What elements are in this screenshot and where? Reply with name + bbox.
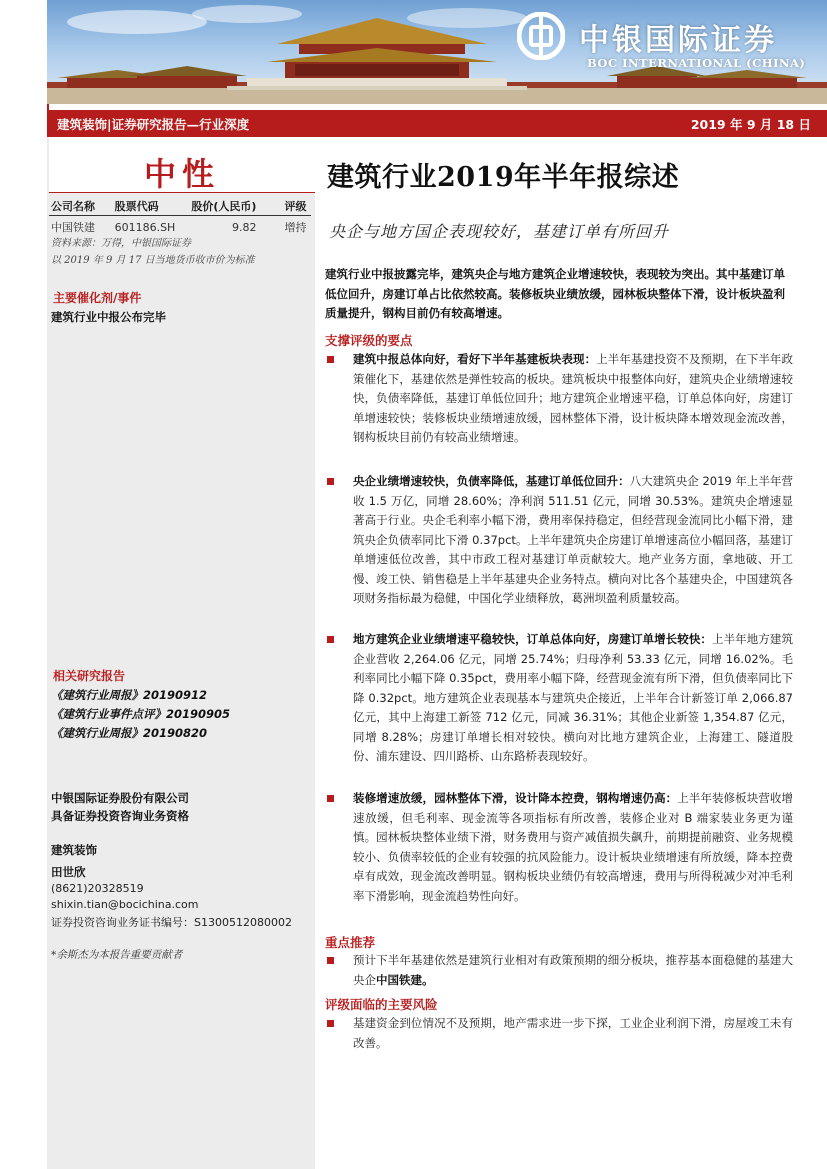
col-company: 公司名称: [49, 197, 101, 216]
analyst-name: 田世欣: [51, 865, 86, 879]
stock-table: [49, 197, 311, 236]
logo-english-name: BOC INTERNATIONAL (CHINA): [587, 56, 806, 70]
source-note: [51, 235, 255, 269]
source-note-line: 资料来源：万得，中银国际证券: [51, 238, 191, 249]
recommend-text: 预计下半年基建依然是建筑行业相对有政策预期的细分板块，推荐基本面稳健的基建大央企: [353, 953, 793, 987]
list-item: [325, 789, 793, 906]
cell-company: 中国铁建: [51, 221, 95, 234]
summary-paragraph: 建筑行业中报披露完毕，建筑央企与地方建筑企业增速较快，表现较为突出。其中基建订单低位回升，房建订单占比依然较高。装修板块业绩放缓，园林板块整体下滑，设计板块盈利质量提升，钢构目前仍有较高增速。: [325, 267, 785, 320]
rating-label: 中性: [143, 155, 220, 193]
related-report-link[interactable]: 《建筑行业周报》20190820: [51, 726, 208, 740]
cell-code: 601186.SH: [114, 220, 176, 234]
list-item: [325, 951, 793, 990]
sidebar: [47, 137, 315, 1169]
bullet-lead: 装修增速放缓，园林整体下滑，设计降本控费，钢构增速仍高：: [353, 791, 678, 805]
catalyst-heading: 主要催化剂/事件: [53, 291, 142, 305]
col-price: 股价(人民币): [183, 197, 274, 216]
bullet-body: 上半年基建投资不及预期，在下半年政策催化下，基建依然是弹性较高的板块。建筑板块中报整体向好，建筑央企业绩增速较快，负债率降低，基建订单低位回升；地方建筑企业增速平稳，订单总体向好，房建订单增速较快；装修板块业绩增速放缓，园林整体下滑，设计板块降本增效现金流改善，钢构板块目前仍有较高业绩增速。: [353, 352, 793, 444]
cell-price: 9.82: [231, 220, 257, 234]
bullet-lead: 地方建筑企业业绩增速平稳较快，订单总体向好，房建订单增长较快：: [353, 632, 713, 646]
col-rating: 评级: [274, 197, 311, 216]
contributor-note: *余斯杰为本报告重要贡献者: [51, 949, 183, 961]
page-title: 建筑行业2019年半年报综述: [327, 162, 680, 193]
analyst-certificate: 证券投资咨询业务证书编号：S1300512080002: [51, 916, 292, 929]
catalyst-text: 建筑行业中报公布完毕: [51, 310, 166, 324]
company-logo: [517, 12, 817, 72]
report-category-bar: [47, 110, 827, 137]
related-reports-heading: 相关研究报告: [53, 669, 126, 683]
stock-table-header: [49, 197, 311, 216]
analyst-email[interactable]: shixin.tian@bocichina.com: [51, 898, 199, 911]
list-item: [325, 630, 793, 767]
bullet-square-icon: [327, 795, 334, 802]
list-item: [325, 472, 793, 609]
list-item: [325, 1014, 793, 1053]
main-content: [315, 137, 827, 1169]
bullet-body: 上半年地方建筑企业营收 2,264.06 亿元，同增 25.74%；归母净利 53.33 亿元，同增 16.02%。毛利率同比小幅下降 0.35pct，费用率小幅下降，经营现金流有所下滑，但负债率同比下降 0.32pct。地方建筑企业表现基本与建筑央企接近，上半年合计新签订单 2,066.87 亿元，其中上海建工新签 712 亿元，同减 36.31%；其他企业新签 1,354.87 亿元，同增 8.28%；房建订单增长相对较快。横向对比地方建筑企业，上海建工、隧道股份、浦东建设、四川路桥、山东路桥表现较好。: [353, 632, 794, 763]
bullet-square-icon: [327, 636, 334, 643]
bullet-square-icon: [327, 478, 334, 485]
bullet-square-icon: [327, 957, 334, 964]
source-note-line: 以 2019 年 9 月 17 日当地货币收市价为标准: [51, 255, 255, 266]
related-report-link[interactable]: 《建筑行业周报》20190912: [51, 688, 208, 702]
list-item: [325, 350, 793, 448]
bullet-square-icon: [327, 1020, 334, 1027]
logo-chinese-name: 中银国际证券: [579, 23, 777, 58]
bullet-body: 八大建筑央企 2019 年上半年营收 1.5 万亿，同增 28.60%；净利润 511.51 亿元，同增 30.53%。建筑央企增速显著高于行业。央企毛利率小幅下滑，费用率保持稳定，但经营现金流同比小幅下滑，建筑央企负债率同比下滑 0.37pct。上半年建筑央企房建订单增速高位小幅回落，基建订单增速低位改善，其中市政工程对基建订单贡献较大。地产业务方面，拿地破、开工慢、竣工快、销售稳是上半年基建央企业务特点。横向对比各个基建央企，中国建筑各项财务指标最为稳健，中国化学业绩释放，葛洲坝盈利质量较高。: [353, 474, 794, 605]
risk-text: 基建资金到位情况不及预期，地产需求进一步下探，工业企业利润下滑，房屋竣工未有改善。: [353, 1016, 793, 1050]
bullet-square-icon: [327, 356, 334, 363]
report-category: 建筑装饰|证券研究报告—行业深度: [57, 117, 250, 132]
cell-rating: 增持: [284, 221, 307, 234]
page-subtitle: 央企与地方国企表现较好，基建订单有所回升: [329, 222, 670, 241]
analyst-phone: (8621)20328519: [51, 882, 144, 895]
related-report-link[interactable]: 《建筑行业事件点评》20190905: [51, 707, 231, 721]
table-row: [49, 216, 311, 237]
header-banner: [47, 0, 827, 104]
recommend-stock: 中国铁建。: [376, 972, 434, 987]
rating-box: [49, 137, 315, 193]
risk-heading: 评级面临的主要风险: [325, 997, 438, 1012]
boc-logo-icon: [517, 12, 565, 60]
bullet-lead: 央企业绩增速较快，负债率降低，基建订单低位回升：: [353, 474, 630, 488]
sector-label: 建筑装饰: [51, 843, 97, 857]
support-heading: 支撑评级的要点: [325, 333, 413, 348]
company-qualification: 具备证券投资咨询业务资格: [51, 809, 189, 823]
col-code: 股票代码: [101, 197, 183, 216]
company-name: 中银国际证券股份有限公司: [51, 791, 189, 805]
recommend-heading: 重点推荐: [325, 935, 376, 950]
report-date: 2019 年 9 月 18 日: [690, 117, 811, 132]
bullet-body: 上半年装修板块营收增速放缓，但毛利率、现金流等各项指标有所改善，装修企业对 B 端家装业务更为谨慎。园林板块整体业绩下滑，财务费用与资产减值损失飙升，前期提前融资、业务规模较小、负债率较低的企业有较强的抗风险能力。设计板块业绩增速有所放缓，降本控费卓有成效，现金流改善明显。钢构板块业绩仍有较高增速，费用与所得税减少对冲毛利率下滑影响，现金流趋势性向好。: [353, 791, 794, 903]
bullet-lead: 建筑中报总体向好，看好下半年基建板块表现：: [353, 352, 597, 366]
